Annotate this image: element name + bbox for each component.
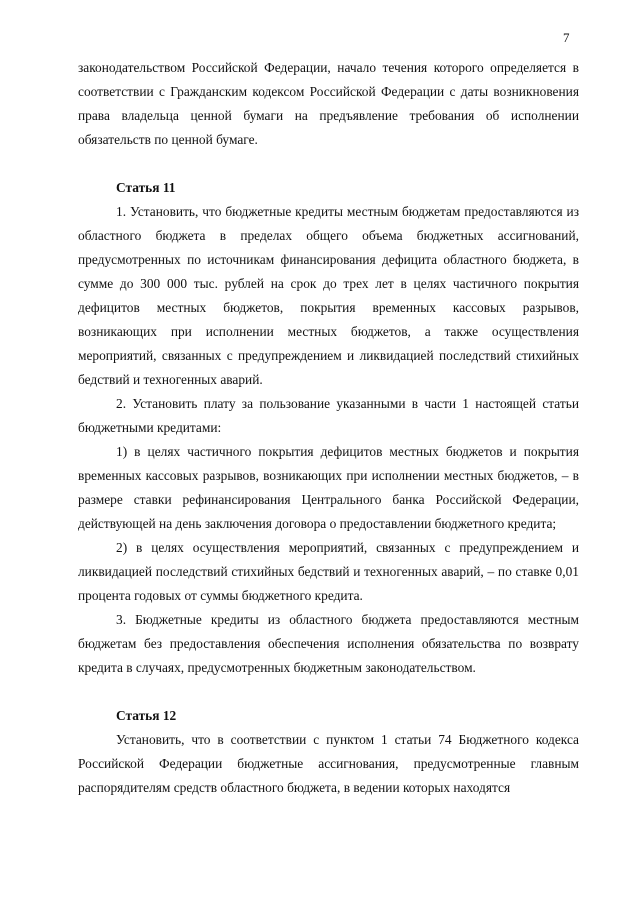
article-11-heading: Статья 11 [116, 180, 176, 195]
article-11-part-2: 2. Установить плату за пользование указанными в части 1 настоящей статьи бюджетными кредитами: [78, 396, 579, 435]
article-12-text: Установить, что в соответствии с пунктом 1 статьи 74 Бюджетного кодекса Российской Федерации бюджетные ассигнования, предусмотренные главным распорядителям средств областного бюджета, в ведении которых находятся [78, 732, 579, 795]
article-11-part-2-item-1: 1) в целях частичного покрытия дефицитов местных бюджетов и покрытия временных кассовых разрывов, возникающих при исполнении местных бюджетов, – в размере ставки рефинансирования Центрального банка Российской Федерации, действующей на день заключения договора о предоставлении бюджетного кредита; [78, 444, 579, 531]
article-11-part-1: 1. Установить, что бюджетные кредиты местным бюджетам предоставляются из областного бюджета в пределах общего объема бюджетных ассигнований, предусмотренных по источникам финансирования дефицита областного бюджета, в сумме до 300 000 тыс. рублей на срок до трех лет в целях частичного покрытия дефицитов местных бюджетов, покрытия временных кассовых разрывов, возникающих при исполнении местных бюджетов, а также осуществления мероприятий, связанных с предупреждением и ликвидацией последствий стихийных бедствий и техногенных аварий. [78, 204, 579, 387]
article-11-part-3: 3. Бюджетные кредиты из областного бюджета предоставляются местным бюджетам без предоставления обеспечения исполнения обязательства по возврату кредита в случаях, предусмотренных бюджетным законодательством. [78, 612, 579, 675]
paragraph-continuation: законодательством Российской Федерации, начало течения которого определяется в соответствии с Гражданским кодексом Российской Федерации с даты возникновения права владельца ценной бумаги на предъявление требования об исполнении обязательств по ценной бумаге. [78, 60, 579, 147]
document-body [78, 56, 579, 800]
article-12-heading: Статья 12 [116, 708, 177, 723]
page-number: 7 [563, 30, 570, 45]
article-11-part-2-item-2: 2) в целях осуществления мероприятий, связанных с предупреждением и ликвидацией последствий стихийных бедствий и техногенных аварий, – по ставке 0,01 процента годовых от суммы бюджетного кредита. [78, 540, 579, 603]
